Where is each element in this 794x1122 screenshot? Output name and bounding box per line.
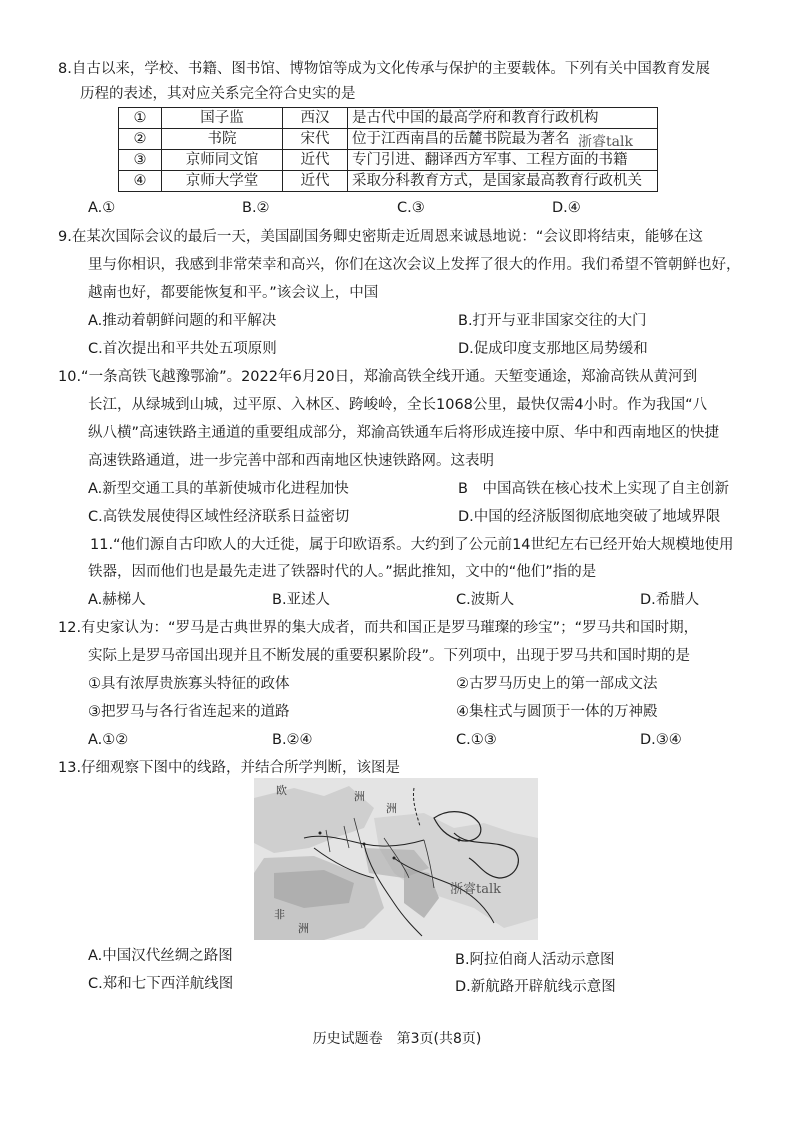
q10-option-d[interactable]: D.中国的经济版图彻底地突破了地域界限 — [458, 509, 721, 525]
q9-option-d[interactable]: D.促成印度支那地区局势缓和 — [458, 341, 648, 357]
table-cell: 西汉 — [283, 108, 348, 129]
q11-stem-line2: 铁器，因而他们也是最先走进了铁器时代的人。”据此推知，文中的“他们”指的是 — [88, 564, 597, 580]
table-row — [119, 129, 658, 150]
q9-option-a[interactable]: A.推动着朝鲜问题的和平解决 — [88, 313, 277, 329]
table-cell: ③ — [119, 150, 162, 171]
q11-stem-line1: 11.“他们源自古印欧人的大迁徙，属于印欧语系。大约到了公元前14世纪左右已经开始大规模地使用 — [90, 537, 734, 553]
q12-stem-line1: 12.有史家认为：“罗马是古典世界的集大成者，而共和国正是罗马璀璨的珍宝”；“罗马共和国时期， — [58, 620, 699, 636]
q13-option-d[interactable]: D.新航路开辟航线示意图 — [455, 979, 616, 995]
q8-option-d[interactable]: D.④ — [552, 200, 581, 216]
q10-option-b[interactable]: B 中国高铁在核心技术上实现了自主创新 — [458, 481, 729, 497]
table-cell: 国子监 — [162, 108, 283, 129]
route-map-figure — [254, 778, 538, 940]
q13-option-a[interactable]: A.中国汉代丝绸之路图 — [88, 948, 233, 964]
q12-option-c[interactable]: C.①③ — [456, 732, 497, 748]
q12-option-d[interactable]: D.③④ — [640, 732, 682, 748]
q12-stem-line2: 实际上是罗马帝国出现并且不断发展的重要积累阶段”。下列项中，出现于罗马共和国时期的是 — [88, 648, 691, 664]
q11-option-d[interactable]: D.希腊人 — [640, 592, 700, 608]
table-cell: 专门引进、翻译西方军事、工程方面的书籍 — [348, 150, 658, 171]
q9-option-c[interactable]: C.首次提出和平共处五项原则 — [88, 341, 277, 357]
table-row — [119, 150, 658, 171]
q10-stem-line4: 高速铁路通道，进一步完善中部和西南地区快速铁路网。这表明 — [88, 453, 494, 469]
table-cell: 京师同文馆 — [162, 150, 283, 171]
table-cell: 书院 — [162, 129, 283, 150]
q8-option-c[interactable]: C.③ — [397, 200, 425, 216]
table-cell: 采取分科教育方式，是国家最高教育行政机关 — [348, 171, 658, 192]
watermark-text: 浙睿talk — [450, 882, 502, 897]
q10-stem-line3: 纵八横”高速铁路主通道的重要组成部分，郑渝高铁通车后将形成连接中原、华中和西南地区的快捷 — [88, 425, 720, 441]
q8-table — [118, 107, 658, 192]
map-label: 洲 — [386, 802, 397, 815]
table-row — [119, 108, 658, 129]
table-cell: 宋代 — [283, 129, 348, 150]
q10-stem-line1: 10.“一条高铁飞越豫鄂渝”。2022年6月20日，郑渝高铁全线开通。天堑变通途，郑渝高铁从黄河到 — [58, 369, 698, 385]
q9-stem-line1: 9.在某次国际会议的最后一天，美国副国务卿史密斯走近周恩来诚恳地说：“会议即将结束，能够在这 — [58, 229, 703, 245]
q11-option-c[interactable]: C.波斯人 — [456, 592, 515, 608]
q10-stem-line2: 长江，从绿城到山城，过平原、入林区、跨峻岭，全长1068公里，最快仅需4小时。作为我国“八 — [88, 397, 708, 413]
q13-stem: 13.仔细观察下图中的线路，并结合所学判断，该图是 — [58, 760, 401, 776]
q12-item-3: ③把罗马与各行省连起来的道路 — [88, 704, 290, 720]
q12-item-2: ②古罗马历史上的第一部成文法 — [456, 676, 658, 692]
q8-stem-line1: 8.自古以来，学校、书籍、图书馆、博物馆等成为文化传承与保护的主要载体。下列有关中国教育发展 — [58, 61, 710, 77]
table-cell: 位于江西南昌的岳麓书院最为著名 — [348, 129, 658, 150]
q11-option-a[interactable]: A.赫梯人 — [88, 592, 146, 608]
map-label: 非 — [274, 908, 285, 921]
page-footer: 历史试题卷 第3页(共8页) — [312, 1031, 482, 1047]
q9-option-b[interactable]: B.打开与亚非国家交往的大门 — [458, 313, 647, 329]
table-row — [119, 171, 658, 192]
q12-option-a[interactable]: A.①② — [88, 732, 129, 748]
table-cell: ④ — [119, 171, 162, 192]
map-label: 洲 — [298, 922, 309, 935]
q9-stem-line2: 里与你相识，我感到非常荣幸和高兴，你们在这次会议上发挥了很大的作用。我们希望不管朝鲜也好， — [88, 257, 741, 273]
table-cell: ① — [119, 108, 162, 129]
q8-option-a[interactable]: A.① — [88, 200, 116, 216]
q12-item-4: ④集柱式与圆顶于一体的万神殿 — [456, 704, 658, 720]
q9-stem-line3: 越南也好，都要能恢复和平。”该会议上，中国 — [88, 285, 379, 301]
table-cell: ② — [119, 129, 162, 150]
map-label: 欧 — [276, 784, 287, 797]
q13-option-c[interactable]: C.郑和七下西洋航线图 — [88, 976, 234, 992]
q12-item-1: ①具有浓厚贵族寡头特征的政体 — [88, 676, 290, 692]
q11-option-b[interactable]: B.亚述人 — [272, 592, 331, 608]
q13-option-b[interactable]: B.阿拉伯商人活动示意图 — [455, 952, 615, 968]
watermark-text: 浙睿talk — [578, 134, 633, 150]
table-cell: 是古代中国的最高学府和教育行政机构 — [348, 108, 658, 129]
table-cell: 近代 — [283, 150, 348, 171]
q8-option-b[interactable]: B.② — [242, 200, 270, 216]
q10-option-c[interactable]: C.高铁发展使得区域性经济联系日益密切 — [88, 509, 350, 525]
q12-option-b[interactable]: B.②④ — [272, 732, 313, 748]
table-cell: 近代 — [283, 171, 348, 192]
map-label: 洲 — [354, 790, 365, 803]
table-cell: 京师大学堂 — [162, 171, 283, 192]
q10-option-a[interactable]: A.新型交通工具的革新使城市化进程加快 — [88, 481, 349, 497]
q8-stem-line2: 历程的表述，其对应关系完全符合史实的是 — [80, 86, 356, 102]
